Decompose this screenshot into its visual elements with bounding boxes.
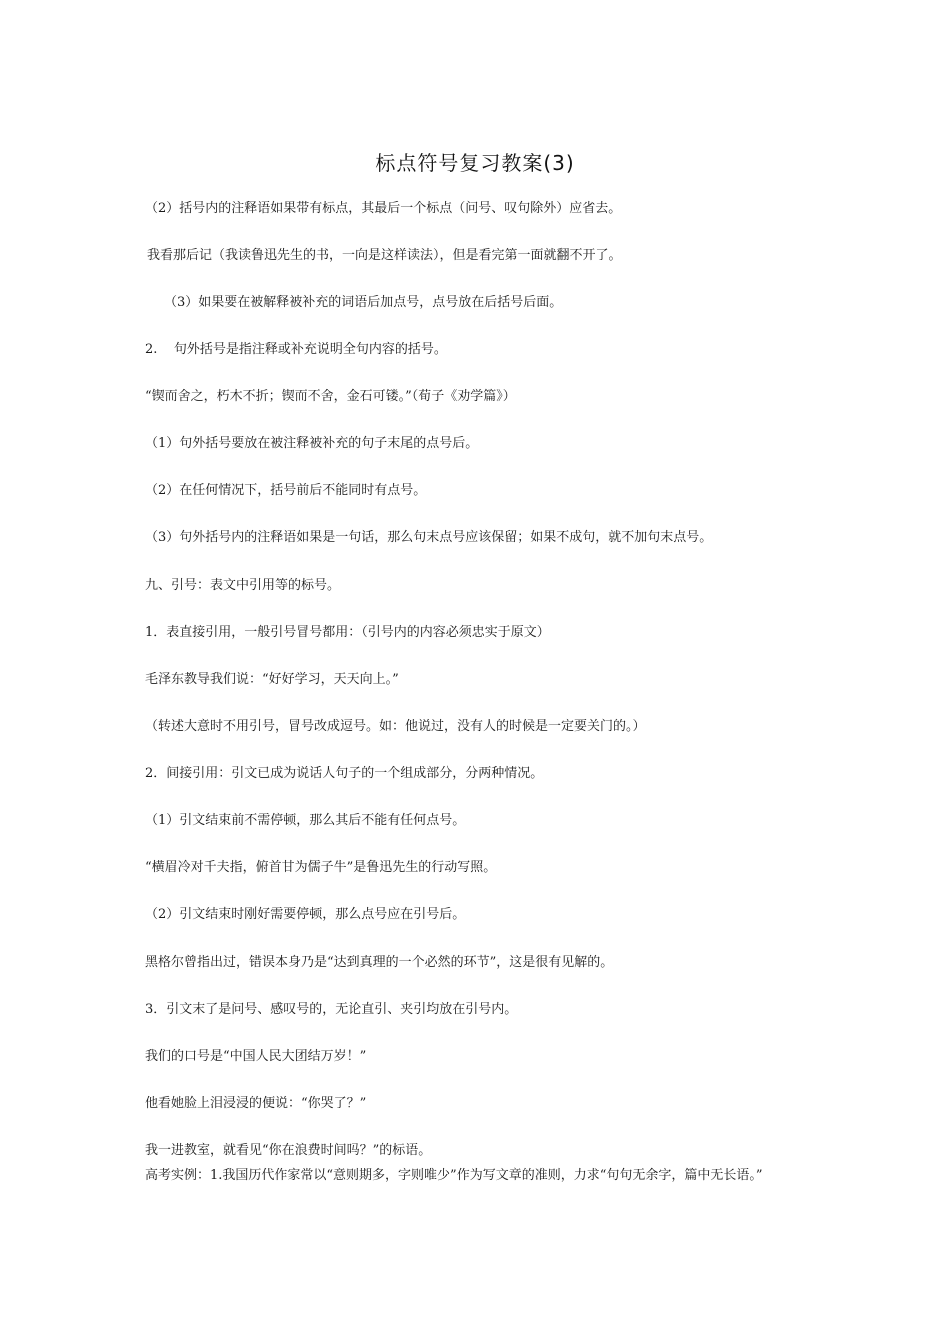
paragraph-7: （2）在任何情况下，括号前后不能同时有点号。 bbox=[145, 483, 427, 498]
paragraph-8: （3）句外括号内的注释语如果是一句话，那么句末点号应该保留；如果不成句，就不加句末点号。 bbox=[145, 530, 713, 545]
paragraph-3: （3）如果要在被解释被补充的词语后加点号，点号放在后括号后面。 bbox=[164, 295, 563, 310]
paragraph-21: 我一进教室，就看见“你在浪费时间吗？”的标语。 bbox=[145, 1143, 432, 1158]
paragraph-6: （1）句外括号要放在被注释被补充的句子末尾的点号后。 bbox=[145, 436, 479, 451]
paragraph-16: （2）引文结束时刚好需要停顿，那么点号应在引号后。 bbox=[145, 907, 466, 922]
paragraph-10: 1．表直接引用，一般引号冒号都用：（引号内的内容必须忠实于原文） bbox=[145, 625, 550, 640]
paragraph-19: 我们的口号是“中国人民大团结万岁！” bbox=[145, 1049, 367, 1064]
paragraph-5: “锲而舍之，朽木不折；锲而不舍，金石可镂。”（荀子《劝学篇》） bbox=[145, 389, 516, 404]
paragraph-9: 九、引号：表文中引用等的标号。 bbox=[145, 578, 341, 593]
paragraph-17: 黑格尔曾指出过，错误本身乃是“达到真理的一个必然的环节”，这是很有见解的。 bbox=[145, 955, 614, 970]
paragraph-22: 高考实例：1.我国历代作家常以“意则期多，字则唯少”作为写文章的准则，力求“句句无余字，篇中无长语。” bbox=[145, 1168, 763, 1183]
paragraph-20: 他看她脸上泪浸浸的便说：“你哭了？” bbox=[145, 1096, 367, 1111]
page-title: 标点符号复习教案(3) bbox=[375, 151, 575, 175]
paragraph-12: （转述大意时不用引号，冒号改成逗号。如：他说过，没有人的时候是一定要关门的。） bbox=[145, 719, 646, 734]
paragraph-15: “横眉冷对千夫指，俯首甘为儒子牛”是鲁迅先生的行动写照。 bbox=[145, 860, 497, 875]
paragraph-11: 毛泽东教导我们说：“好好学习，天天向上。” bbox=[145, 672, 399, 687]
paragraph-18: 3．引文末了是问号、感叹号的，无论直引、夹引均放在引号内。 bbox=[145, 1002, 518, 1017]
paragraph-4: 2. 句外括号是指注释或补充说明全句内容的括号。 bbox=[145, 342, 447, 357]
paragraph-13: 2．间接引用：引文已成为说话人句子的一个组成部分，分两种情况。 bbox=[145, 766, 544, 781]
paragraph-14: （1）引文结束前不需停顿，那么其后不能有任何点号。 bbox=[145, 813, 466, 828]
paragraph-2: 我看那后记（我读鲁迅先生的书，一向是这样读法），但是看完第一面就翻不开了。 bbox=[147, 248, 622, 263]
paragraph-1: （2）括号内的注释语如果带有标点，其最后一个标点（问号、叹句除外）应省去。 bbox=[145, 201, 622, 216]
